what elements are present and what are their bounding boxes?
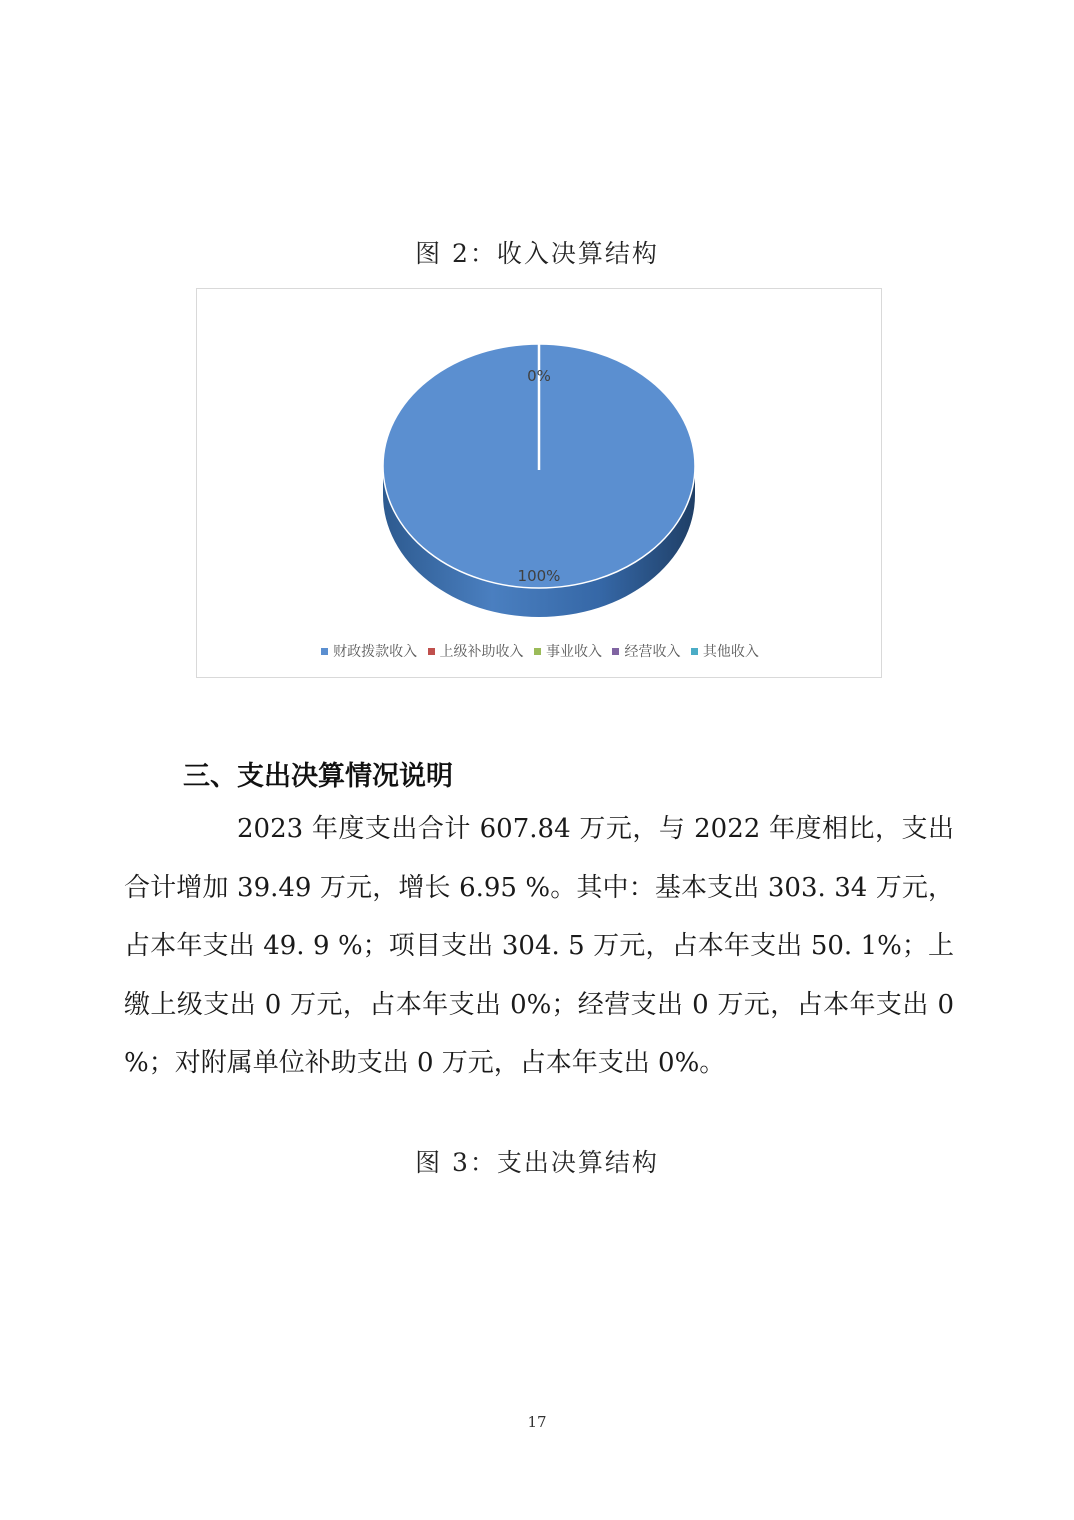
figure-2-caption: 图 2：收入决算结构 xyxy=(415,239,659,268)
legend-label: 经营收入 xyxy=(624,644,681,660)
legend-item-operating-income xyxy=(612,641,680,661)
pie-data-label-hundred: 100% xyxy=(517,567,561,585)
expenditure-paragraph: 2023 年度支出合计 607.84 万元，与 2022 年度相比，支出合计增加 39.49 万元，增长 6.95 %。其中：基本支出 303. 34 万元，占本年支出 49. 9 %；项目支出 304. 5 万元，占本年支出 50. 1%；上缴上级支出 0 万元，占本年支出 0%；经营支出 0 万元，占本年支出 0 %；对附属单位补助支出 0 万元，占本年支出 0%。 xyxy=(124,814,954,1078)
legend-swatch xyxy=(428,648,435,655)
pie-chart-svg xyxy=(197,289,883,679)
legend-item-business-income xyxy=(534,641,602,661)
page-number: 17 xyxy=(527,1413,547,1431)
legend-item-financial-appropriation xyxy=(321,641,417,661)
legend-swatch xyxy=(534,648,541,655)
legend-item-superior-subsidy xyxy=(428,641,524,661)
legend-swatch xyxy=(612,648,619,655)
section-heading-expenditure: 三、支出决算情况说明 xyxy=(183,761,453,792)
income-structure-pie-chart xyxy=(196,288,882,678)
legend-label: 上级补助收入 xyxy=(439,644,524,660)
figure-3-caption: 图 3：支出决算结构 xyxy=(415,1148,659,1177)
chart-legend xyxy=(197,641,883,661)
legend-item-other-income xyxy=(691,641,759,661)
pie-data-label-zero: 0% xyxy=(527,367,551,385)
legend-swatch xyxy=(691,648,698,655)
legend-label: 财政拨款收入 xyxy=(333,644,418,660)
legend-swatch xyxy=(321,648,328,655)
legend-label: 事业收入 xyxy=(546,644,602,660)
legend-label: 其他收入 xyxy=(702,644,759,660)
